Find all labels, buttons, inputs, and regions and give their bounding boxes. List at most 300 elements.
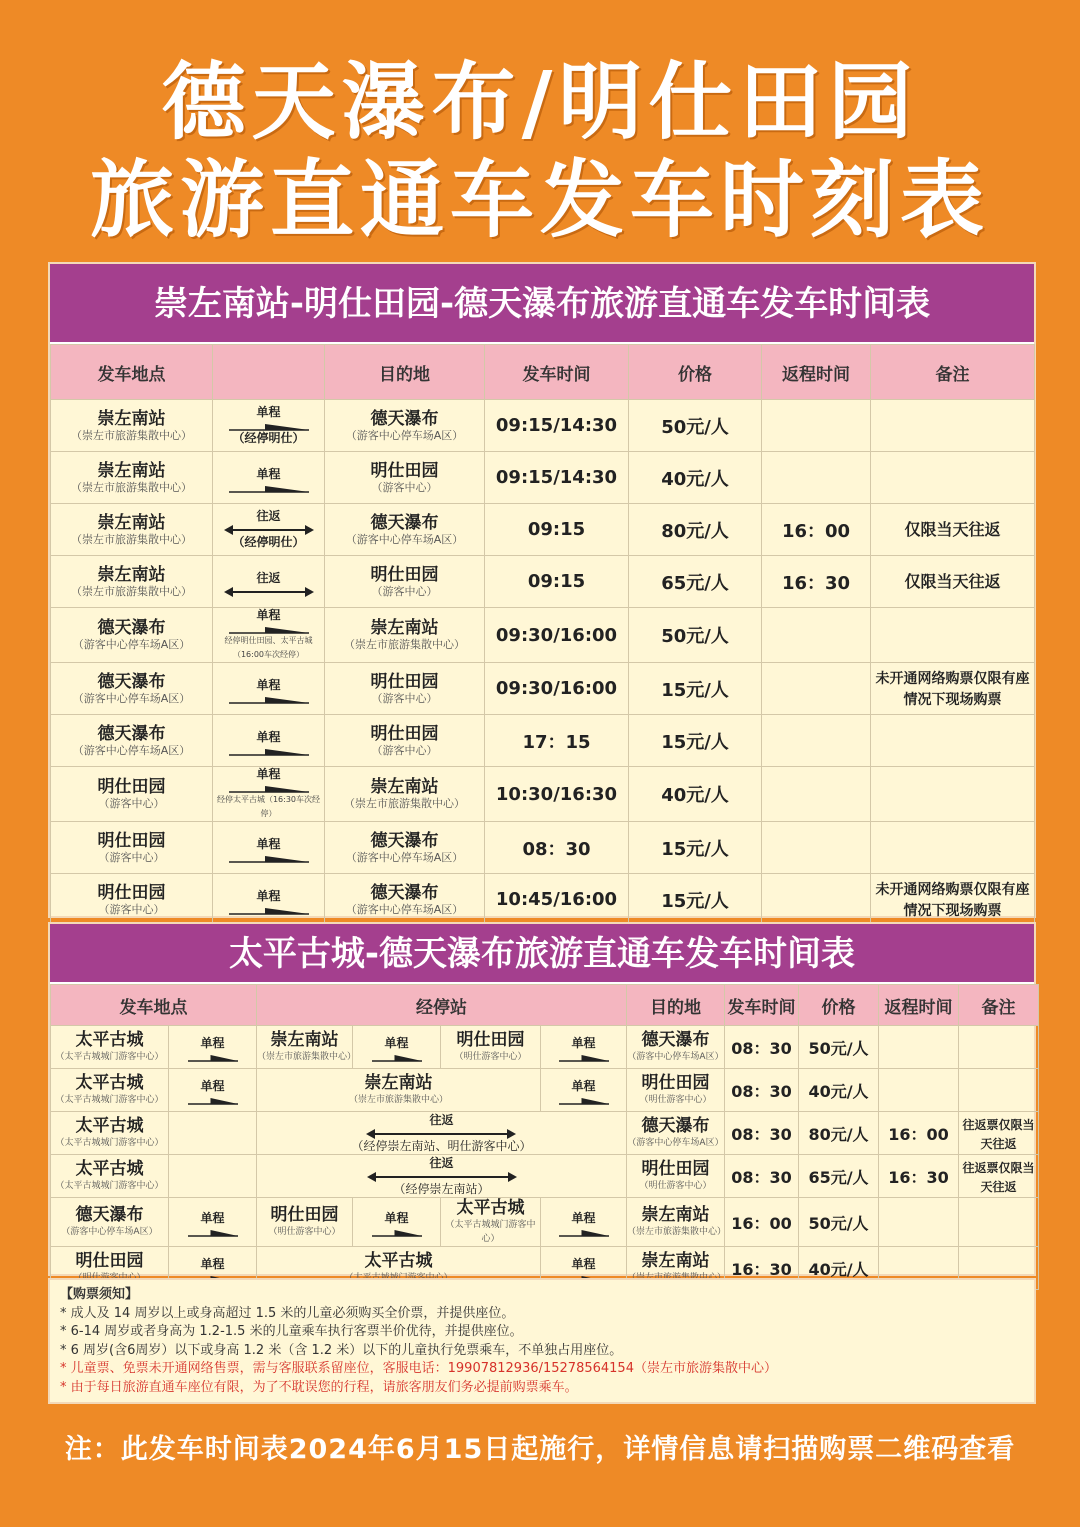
trip-type-label: 单程 [200,1079,225,1093]
station-name: 崇左南站 [97,512,166,533]
table-row [51,1026,1039,1069]
header-return: 返程时间 [879,985,959,1026]
table-row [51,1198,1039,1247]
destination-cell [325,556,485,608]
station-sub: （游客中心停车场A区） [345,532,464,546]
arrow-right-icon [229,746,309,756]
station-name: 明仕田园 [97,882,166,903]
table-row [51,1112,1039,1155]
direction-cell [541,1198,627,1247]
arrow-right-icon [229,853,309,863]
price: 15元/人 [661,890,729,912]
price-cell [799,1026,879,1069]
departure-time: 10:30/16:30 [495,783,618,805]
station-name: 明仕田园 [97,830,166,851]
station-name: 太平古城 [75,1159,144,1179]
trip-type-label: 单程 [571,1257,596,1271]
price-cell [629,767,762,822]
departure-cell [51,715,213,767]
destination-cell [325,452,485,504]
table-row [51,452,1035,504]
note-cell [871,556,1035,608]
destination-cell [627,1198,725,1247]
header-price: 价格 [629,345,762,400]
departure-time: 09:15 [527,519,586,540]
departure-time: 08：30 [731,1167,792,1187]
price: 40元/人 [808,1081,869,1101]
price-cell [629,608,762,663]
departure-time: 08：30 [731,1124,792,1144]
destination-cell [325,715,485,767]
destination-cell [627,1155,725,1198]
trip-type-label: 往返 [256,570,281,585]
station-name: 太平古城 [75,1073,144,1093]
price: 15元/人 [661,679,729,701]
station-name: 德天瀑布 [75,1205,144,1225]
time-cell [485,715,629,767]
via-label: （经停崇左南站、明仕游客中心） [351,1138,532,1153]
trip-type-label: 往返 [429,1155,454,1170]
station-name: 德天瀑布 [97,618,166,638]
header-blank [213,345,325,400]
price-cell [629,504,762,556]
departure-cell [51,1026,169,1069]
station-sub: （游客中心停车场A区） [345,902,464,916]
trip-type-label: 单程 [256,677,281,692]
note-cell [871,715,1035,767]
ticket-notice [48,1278,1036,1404]
station-sub: （崇左市旅游集散中心） [71,532,192,546]
return-cell [762,400,871,452]
stop-name: 崇左南站 [270,1030,339,1050]
table-row [51,608,1035,663]
note-cell [959,1155,1039,1198]
station-sub: （崇左市旅游集散中心） [344,638,465,651]
stop-name: 明仕田园 [456,1030,525,1050]
price-cell [629,556,762,608]
direction-cell [353,1198,441,1247]
trip-type-label: 单程 [200,1211,225,1225]
return-cell [879,1155,959,1198]
trip-type-label: 往返 [429,1112,454,1127]
stop-name: 太平古城 [364,1251,433,1271]
header-departure: 发车地点 [51,985,257,1026]
header-note: 备注 [871,345,1035,400]
price: 40元/人 [661,785,729,806]
station-name: 明仕田园 [641,1159,710,1179]
table-row [51,1069,1039,1112]
return-cell [762,556,871,608]
station-name: 明仕田园 [370,671,439,692]
station-sub: （游客中心） [371,584,438,598]
station-sub: （崇左市旅游集散中心） [627,1227,727,1237]
main-title-line2: 旅游直通车发车时刻表 [89,151,990,249]
notice-line-red: * 儿童票、免票未开通网络售票，需与客服联系留座位，客服电话：19907812936/15278564154（崇左市旅游集散中心） [60,1361,777,1376]
via-label: （经停明仕） [232,535,305,549]
price-cell [629,874,762,926]
arrow-right-icon [559,1095,609,1105]
station-name: 明仕田园 [370,460,439,481]
time-cell [485,767,629,822]
direction-cell [541,1026,627,1069]
price: 80元/人 [808,1124,869,1144]
via-cell [257,1155,627,1198]
departure-cell [51,452,213,504]
station-sub: （太平古城城门游客中心） [55,1052,164,1062]
arrow-right-icon [213,783,324,793]
departure-cell [51,874,213,926]
direction-cell [213,767,325,822]
note-cell [959,1198,1039,1247]
direction-cell [213,715,325,767]
station-name: 崇左南站 [641,1205,710,1225]
destination-cell [325,663,485,715]
price-cell [799,1155,879,1198]
departure-time: 09:30/16:00 [495,678,618,699]
direction-cell [213,663,325,715]
time-cell [725,1069,799,1112]
station-name: 崇左南站 [97,564,166,585]
stop-cell [257,1026,357,1069]
notice-line: * 6 周岁(含6周岁）以下或身高 1.2 米（含 1.2 米）以下的儿童执行免票乘车，不单独占用座位。 [60,1342,623,1358]
stop-cell [257,1198,353,1247]
station-name: 明仕田园 [641,1073,710,1093]
return-cell [879,1198,959,1247]
via-label: 经停明仕田园、太平古城（16:00车次经停） [224,636,313,659]
station-name: 崇左南站 [370,777,439,797]
departure-cell [51,1112,169,1155]
double-arrow-icon [367,1172,517,1182]
destination-cell [627,1112,725,1155]
price-cell [629,400,762,452]
station-sub: （游客中心） [98,902,165,916]
table-row [51,663,1035,715]
return-time: 16：00 [781,520,851,542]
return-time: 16：30 [888,1167,949,1187]
price: 40元/人 [808,1259,869,1279]
departure-cell [51,1198,169,1247]
price-cell [629,715,762,767]
double-arrow-icon [351,1129,531,1139]
arrow-right-icon [372,1227,422,1237]
station-name: 德天瀑布 [97,723,166,744]
direction-cell [169,1069,257,1112]
destination-cell [325,874,485,926]
return-cell [762,715,871,767]
price: 80元/人 [661,520,729,542]
trip-type-label: 单程 [256,729,281,744]
return-cell [762,504,871,556]
return-cell [762,767,871,822]
trip-type-label: 单程 [571,1079,596,1093]
price: 50元/人 [808,1038,869,1058]
price: 50元/人 [661,416,729,438]
stop-cell [441,1198,541,1247]
header-price: 价格 [799,985,879,1026]
station-sub: （游客中心停车场A区） [345,428,464,442]
return-time: 16：00 [888,1124,949,1144]
destination-cell [325,767,485,822]
note-cell [871,663,1035,715]
direction-cell [169,1112,257,1155]
direction-cell [213,504,325,556]
station-sub: （游客中心） [98,850,165,864]
station-name: 德天瀑布 [370,882,439,903]
departure-time: 09:15 [527,571,586,592]
header-stops: 经停站 [257,985,627,1026]
arrow-right-icon [559,1052,609,1062]
return-cell [762,452,871,504]
time-cell [485,663,629,715]
station-name: 崇左南站 [641,1251,710,1271]
station-sub: （游客中心停车场A区） [72,638,191,651]
destination-cell [627,1069,725,1112]
departure-time: 09:15/14:30 [495,415,618,436]
destination-cell [325,822,485,874]
note: 未开通网络购票仅限有座情况下现场购票 [875,670,1030,708]
arrow-right-icon [559,1227,609,1237]
station-sub: （游客中心停车场A区） [345,850,464,864]
note-cell [871,874,1035,926]
price-cell [799,1112,879,1155]
arrow-right-icon [229,483,309,493]
arrow-right-icon [229,421,309,431]
double-arrow-icon [224,587,314,597]
return-cell [879,1026,959,1069]
station-sub: （崇左市旅游集散中心） [71,480,192,494]
time-cell [485,452,629,504]
note: 往返票仅限当天往返 [962,1118,1035,1151]
trip-type-label: 单程 [256,836,281,851]
destination-cell [325,608,485,663]
direction-cell [541,1069,627,1112]
return-cell [762,608,871,663]
price: 65元/人 [661,572,729,594]
price: 65元/人 [808,1167,869,1187]
table-row [51,504,1035,556]
direction-cell [353,1026,441,1069]
station-name: 崇左南站 [97,408,166,429]
departure-time: 09:30/16:00 [495,624,618,646]
station-sub: （崇左市旅游集散中心） [71,428,192,442]
direction-cell [213,822,325,874]
station-sub: （崇左市旅游集散中心） [344,797,465,810]
departure-cell [51,400,213,452]
via-label: （经停明仕） [232,431,305,445]
notice-line-red: * 由于每日旅游直通车座位有限，为了不耽误您的行程，请旅客朋友们务必提前购票乘车。 [60,1379,578,1395]
trip-type-label: 单程 [384,1211,409,1225]
price-cell [629,452,762,504]
via-cell [257,1112,627,1155]
schedule-table-2 [50,984,1039,1290]
section-1-heading: 崇左南站-明仕田园-德天瀑布旅游直通车发车时间表 [50,264,1034,344]
table-row [51,715,1035,767]
departure-time: 10:45/16:00 [495,889,618,910]
time-cell [725,1155,799,1198]
header-time: 发车时间 [725,985,799,1026]
schedule-table-1 [50,344,1035,926]
station-sub: （崇左市旅游集散中心） [348,1095,448,1105]
station-name: 德天瀑布 [641,1116,710,1136]
station-sub: （游客中心停车场A区） [72,743,191,757]
notice-title: 【购票须知】 [60,1287,139,1302]
direction-cell [213,874,325,926]
header-destination: 目的地 [627,985,725,1026]
destination-cell [325,504,485,556]
header-destination: 目的地 [325,345,485,400]
time-cell [485,874,629,926]
table-row [51,556,1035,608]
station-sub: （游客中心） [371,691,438,705]
time-cell [485,608,629,663]
departure-cell [51,1069,169,1112]
trip-type-label: 单程 [256,466,281,481]
table-row [51,874,1035,926]
station-sub: （游客中心停车场A区） [627,1052,724,1062]
arrow-right-icon [229,905,309,915]
departure-cell [51,556,213,608]
header-return: 返程时间 [762,345,871,400]
table-header-row [51,985,1039,1026]
arrow-right-icon [213,624,324,634]
note-cell [871,608,1035,663]
station-sub: （游客中心） [371,480,438,494]
trip-type-label: 单程 [384,1036,409,1050]
departure-time: 08：30 [731,1081,792,1101]
arrow-right-icon [372,1052,422,1062]
note-cell [959,1026,1039,1069]
direction-cell [169,1198,257,1247]
note: 仅限当天往返 [904,571,1001,591]
departure-time: 09:15/14:30 [495,467,618,488]
price: 15元/人 [661,731,729,753]
price-cell [799,1198,879,1247]
station-name: 崇左南站 [370,618,439,638]
time-cell [485,400,629,452]
departure-time: 08：30 [522,838,591,860]
stop-name: 崇左南站 [364,1073,433,1093]
notice-line: * 6-14 周岁或者身高为 1.2-1.5 米的儿童乘车执行客票半价优待，并提供座位。 [60,1324,523,1339]
destination-cell [325,400,485,452]
via-label: 经停太平古城（16:30车次经停） [216,795,321,818]
station-sub: （明仕游客中心） [268,1227,341,1237]
table-header-row [51,345,1035,400]
table-row [51,767,1035,822]
departure-time: 16：30 [731,1259,792,1279]
arrow-right-icon [188,1052,238,1062]
return-cell [879,1112,959,1155]
time-cell [725,1026,799,1069]
price-cell [629,663,762,715]
time-cell [485,822,629,874]
arrow-right-icon [188,1227,238,1237]
stop-name: 明仕田园 [270,1205,339,1225]
arrow-right-icon [229,694,309,704]
return-cell [762,822,871,874]
note-cell [871,822,1035,874]
notice-line: * 成人及 14 周岁以上或身高超过 1.5 米的儿童必须购买全价票，并提供座位。 [60,1305,515,1321]
trip-type-label: 单程 [200,1257,225,1271]
departure-cell [51,767,213,822]
station-sub: （明仕游客中心） [639,1181,712,1191]
via-label: （经停崇左南站） [393,1181,490,1196]
station-name: 德天瀑布 [641,1030,710,1050]
station-name: 德天瀑布 [370,408,439,429]
station-sub: （游客中心停车场A区） [627,1138,724,1148]
note-cell [871,767,1035,822]
trip-type-label: 单程 [571,1211,596,1225]
station-sub: （太平古城城门游客中心） [445,1220,536,1244]
header-note: 备注 [959,985,1039,1026]
price-cell [799,1069,879,1112]
station-sub: （游客中心） [98,797,165,810]
departure-time: 08：30 [731,1038,792,1058]
direction-cell [213,608,325,663]
station-sub: （崇左市旅游集散中心） [257,1052,357,1062]
schedule-section-2 [48,922,1036,1279]
time-cell [485,556,629,608]
station-name: 明仕田园 [75,1251,144,1271]
departure-cell [51,504,213,556]
stop-name: 太平古城 [456,1198,525,1218]
return-time: 16：30 [781,572,851,594]
trip-type-label: 单程 [256,767,281,781]
trip-type-label: 单程 [256,405,281,419]
table-row [51,822,1035,874]
footer-note: 注：此发车时间表2024年6月15日起施行，详情信息请扫描购票二维码查看 [64,1434,1016,1465]
time-cell [725,1112,799,1155]
station-sub: （游客中心停车场A区） [61,1227,158,1237]
station-sub: （游客中心） [371,743,438,757]
arrow-right-icon [188,1095,238,1105]
departure-cell [51,1155,169,1198]
stop-cell [441,1026,541,1069]
station-name: 德天瀑布 [370,512,439,533]
trip-type-label: 单程 [256,888,281,903]
station-sub: （游客中心停车场A区） [72,691,191,705]
schedule-section-1 [48,262,1036,918]
trip-type-label: 往返 [256,509,281,523]
note: 仅限当天往返 [904,519,1001,539]
station-sub: （明仕游客中心） [639,1095,712,1105]
station-sub: （太平古城城门游客中心） [55,1095,164,1105]
station-sub: （明仕游客中心） [454,1052,527,1062]
time-cell [725,1198,799,1247]
station-name: 德天瀑布 [370,830,439,851]
stop-cell [257,1069,541,1112]
return-cell [762,663,871,715]
note: 未开通网络购票仅限有座情况下现场购票 [875,881,1030,919]
station-name: 明仕田园 [370,564,439,585]
section-2-heading: 太平古城-德天瀑布旅游直通车发车时间表 [50,924,1034,984]
station-name: 太平古城 [75,1030,144,1050]
header-departure: 发车地点 [51,345,213,400]
trip-type-label: 单程 [571,1036,596,1050]
station-sub: （崇左市旅游集散中心） [71,584,192,598]
note: 往返票仅限当天往返 [962,1161,1035,1194]
note-cell [871,452,1035,504]
table-row [51,1155,1039,1198]
departure-time: 16：00 [731,1213,792,1233]
table-row [51,400,1035,452]
direction-cell [169,1155,257,1198]
note-cell [959,1069,1039,1112]
station-name: 德天瀑布 [97,671,166,692]
direction-cell [213,400,325,452]
station-sub: （太平古城城门游客中心） [55,1138,164,1148]
station-name: 明仕田园 [370,723,439,744]
trip-type-label: 单程 [256,608,281,622]
